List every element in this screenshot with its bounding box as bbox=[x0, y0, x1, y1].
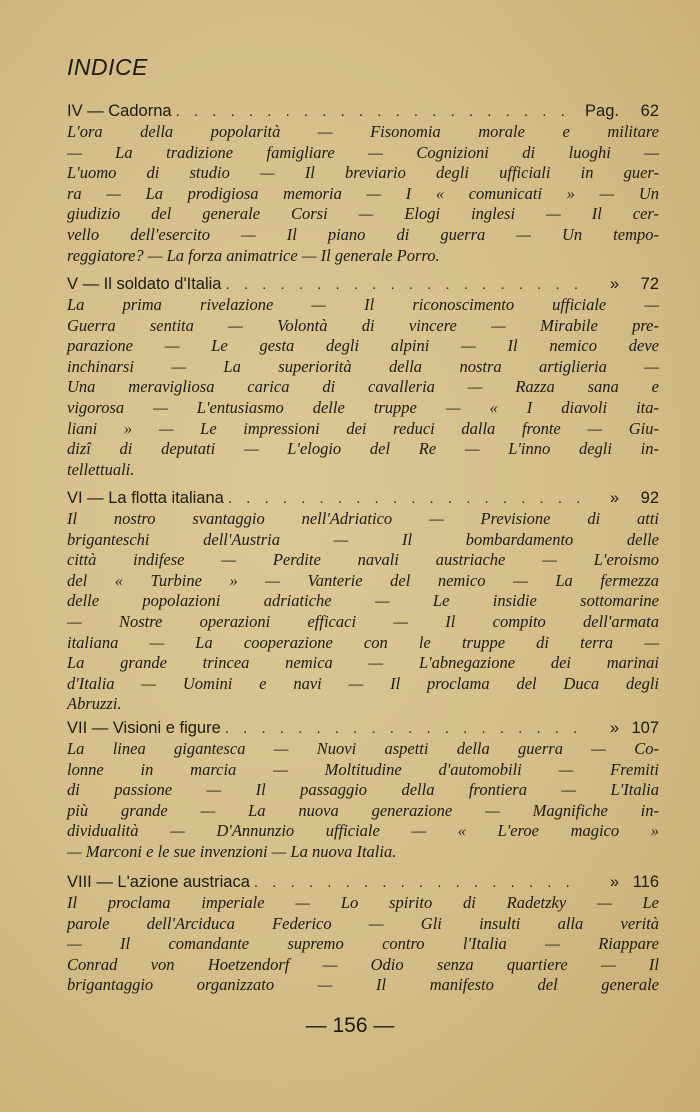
summary-line: parole dell'Arciduca Federico — Gli insulti alla verità bbox=[67, 913, 659, 933]
page-number: — 156 — bbox=[305, 1014, 395, 1037]
summary-line: briganteschi dell'Austria — Il bombardamento delle bbox=[67, 529, 659, 549]
summary-line: La grande trincea nemica — L'abnegazione dei marinai bbox=[67, 653, 659, 673]
summary-line: parazione — Le gesta degli alpini — Il nemico deve bbox=[67, 336, 659, 356]
chapter-heading: V — Il soldato d'Italia bbox=[67, 275, 222, 293]
chapter-heading: VIII — L'azione austriaca bbox=[67, 873, 250, 891]
page-reference: 92 bbox=[640, 489, 659, 507]
summary-line: Una meravigliosa carica di cavalleria — Razza sana e bbox=[67, 377, 659, 397]
summary-line: — Nostre operazioni efficaci — Il compito dell'armata bbox=[67, 611, 659, 631]
page-reference: 62 bbox=[640, 102, 659, 120]
toc-entry-heading-row bbox=[67, 273, 659, 295]
leader-dots bbox=[221, 718, 579, 740]
summary-line: del « Turbine » — Vanterie del nemico — La fermezza bbox=[67, 570, 659, 590]
summary-line: dizî di deputati — L'elogio del Re — L'inno degli in- bbox=[67, 439, 659, 459]
chapter-summary bbox=[67, 509, 659, 715]
page-title: INDICE bbox=[67, 54, 148, 80]
leader-dots bbox=[172, 101, 579, 123]
summary-line: d'Italia — Uomini e navi — Il proclama del Duca degli bbox=[67, 673, 659, 693]
toc-entry bbox=[67, 487, 659, 715]
leader-dots bbox=[221, 274, 579, 296]
toc-entry bbox=[67, 717, 659, 863]
summary-line: Il proclama imperiale — Lo spirito di Radetzky — Le bbox=[67, 893, 659, 912]
summary-line: reggiatore? — La forza animatrice — Il generale Porro. bbox=[67, 245, 440, 265]
page-prefix: Pag. bbox=[585, 102, 619, 120]
page-prefix: » bbox=[609, 719, 619, 737]
page-reference: 72 bbox=[640, 275, 659, 293]
chapter-summary bbox=[67, 295, 659, 480]
summary-line: L'ora della popolarità — Fisonomia morale e militare bbox=[67, 122, 659, 141]
summary-line: — La tradizione famigliare — Cognizioni di luoghi — bbox=[67, 142, 659, 162]
summary-line: La prima rivelazione — Il riconoscimento ufficiale — bbox=[67, 295, 659, 314]
summary-line: più grande — La nuova generazione — Magnifiche in- bbox=[67, 800, 659, 820]
summary-line: — Marconi e le sue invenzioni — La nuova Italia. bbox=[67, 841, 397, 861]
summary-line: delle popolazioni adriatiche — Le insidie sottomarine bbox=[67, 591, 659, 611]
page-prefix: » bbox=[609, 275, 619, 293]
summary-line: brigantaggio organizzato — Il manifesto del generale bbox=[67, 975, 659, 995]
summary-line: italiana — La cooperazione con le truppe di terra — bbox=[67, 632, 659, 652]
summary-line: lonne in marcia — Moltitudine d'automobili — Fremiti bbox=[67, 759, 659, 779]
summary-line: dividualità — D'Annunzio ufficiale — « L'eroe magico » bbox=[67, 821, 659, 841]
summary-line: inchinarsi — La superiorità della nostra artiglieria — bbox=[67, 356, 659, 376]
leader-dots bbox=[224, 488, 579, 510]
toc-entry bbox=[67, 871, 659, 996]
summary-line: L'uomo di studio — Il breviario degli ufficiali in guer- bbox=[67, 163, 659, 183]
toc-entry-heading-row bbox=[67, 100, 659, 122]
summary-line: città indifese — Perdite navali austriache — L'eroismo bbox=[67, 550, 659, 570]
summary-line: giudizio del generale Corsi — Elogi inglesi — Il cer- bbox=[67, 204, 659, 224]
toc-entry-heading-row bbox=[67, 487, 659, 509]
summary-line: La linea gigantesca — Nuovi aspetti della guerra — Co- bbox=[67, 739, 659, 758]
chapter-summary bbox=[67, 893, 659, 996]
summary-line: di passione — Il passaggio della frontiera — L'Italia bbox=[67, 780, 659, 800]
chapter-heading: VII — Visioni e figure bbox=[67, 719, 221, 737]
toc-entry bbox=[67, 273, 659, 480]
summary-line: vigorosa — L'entusiasmo delle truppe — « I diavoli ita- bbox=[67, 397, 659, 417]
summary-line: — Il comandante supremo contro l'Italia — Riappare bbox=[67, 934, 659, 954]
chapter-heading: IV — Cadorna bbox=[67, 102, 172, 120]
chapter-summary bbox=[67, 122, 659, 266]
toc-entry bbox=[67, 100, 659, 266]
summary-line: Guerra sentita — Volontà di vincere — Mirabile pre- bbox=[67, 315, 659, 335]
summary-line: Conrad von Hoetzendorf — Odio senza quartiere — Il bbox=[67, 954, 659, 974]
summary-line: vello dell'esercito — Il piano di guerra — Un tempo- bbox=[67, 224, 659, 244]
summary-line: Il nostro svantaggio nell'Adriatico — Previsione di atti bbox=[67, 509, 659, 528]
leader-dots bbox=[250, 872, 579, 894]
chapter-summary bbox=[67, 739, 659, 863]
chapter-heading: VI — La flotta italiana bbox=[67, 489, 224, 507]
toc-entry-heading-row bbox=[67, 871, 659, 893]
summary-line: liani » — Le impressioni dei reduci dalla fronte — Giu- bbox=[67, 418, 659, 438]
summary-line: tellettuali. bbox=[67, 459, 135, 479]
page-reference: 116 bbox=[632, 873, 659, 891]
page-prefix: » bbox=[609, 489, 619, 507]
summary-line: Abruzzi. bbox=[67, 694, 122, 714]
page-prefix: » bbox=[609, 873, 619, 891]
page-reference: 107 bbox=[631, 719, 659, 737]
toc-entry-heading-row bbox=[67, 717, 659, 739]
summary-line: ra — La prodigiosa memoria — I « comunicati » — Un bbox=[67, 183, 659, 203]
